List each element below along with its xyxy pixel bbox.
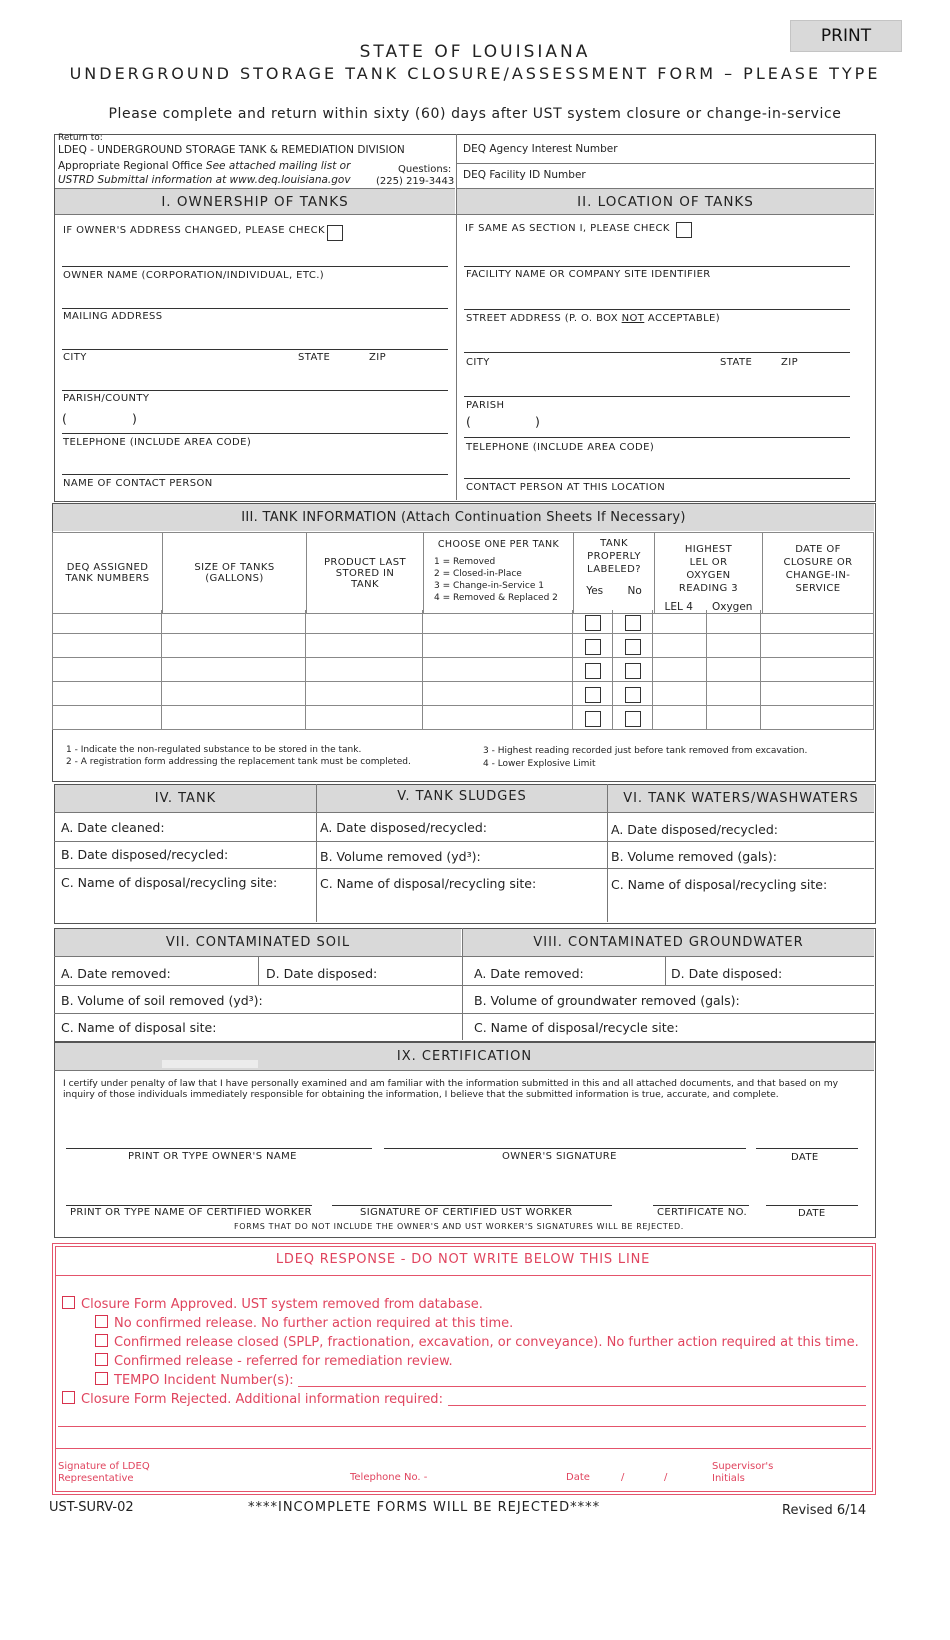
labeled-yes-cell[interactable] [573, 610, 613, 634]
soil-date-removed-field[interactable]: A. Date removed: [61, 966, 171, 981]
groundwater-date-disposed-field[interactable]: D. Date disposed: [671, 966, 783, 981]
section3-title: III. TANK INFORMATION (Attach Continuation Sheets If Necessary) [53, 504, 874, 531]
section9-title: IX. CERTIFICATION [55, 1043, 874, 1070]
soil-volume-field[interactable]: B. Volume of soil removed (yd³): [61, 993, 263, 1008]
facility-name-field[interactable]: FACILITY NAME OR COMPANY SITE IDENTIFIER [466, 269, 711, 280]
same-as-section1-label: IF SAME AS SECTION I, PLEASE CHECK [465, 223, 670, 234]
tank-cell[interactable] [761, 658, 874, 682]
print-button[interactable]: PRINT [790, 20, 902, 52]
ldeq-date-slash-1: / [621, 1472, 625, 1483]
tank-cell[interactable] [761, 610, 874, 634]
tank-table [52, 532, 874, 614]
tank-cell[interactable] [707, 610, 761, 634]
tank-cell[interactable] [653, 658, 707, 682]
revised-date: Revised 6/14 [782, 1503, 867, 1518]
col-choose: CHOOSE ONE PER TANK 1 = Removed 2 = Closed-in-Place 3 = Change-in-Service 1 4 = Removed & Replaced 2 [424, 533, 574, 614]
questions-phone: (225) 219-3443 [376, 176, 455, 187]
labeled-no-checkbox[interactable] [625, 687, 641, 703]
section7-title: VII. CONTAMINATED SOIL [55, 929, 461, 956]
labeled-yes-cell[interactable] [573, 682, 613, 706]
labeled-no-checkbox[interactable] [625, 663, 641, 679]
tank-cell[interactable] [52, 706, 162, 730]
labeled-no-checkbox[interactable] [625, 639, 641, 655]
ldeq-release-closed-checkbox[interactable] [95, 1334, 108, 1347]
tank-date-disposed-field[interactable]: B. Date disposed/recycled: [61, 847, 229, 862]
tank-cell[interactable] [423, 706, 573, 730]
worker-date-field[interactable]: DATE [798, 1208, 826, 1219]
tank-cell[interactable] [707, 706, 761, 730]
labeled-yes-checkbox[interactable] [585, 639, 601, 655]
section5-title: V. TANK SLUDGES [317, 785, 607, 812]
owner-zip-field[interactable]: ZIP [369, 352, 387, 363]
tempo-number-line[interactable] [298, 1386, 866, 1387]
col-date: DATE OF CLOSURE OR CHANGE-IN-SERVICE [763, 533, 874, 614]
ldeq-rejected-checkbox[interactable] [62, 1391, 75, 1404]
ldeq-rep-signature-label[interactable]: Signature of LDEQ Representative [58, 1461, 150, 1484]
tank-cell[interactable] [162, 682, 306, 706]
owner-name-field[interactable]: OWNER NAME (CORPORATION/INDIVIDUAL, ETC.) [63, 270, 325, 281]
form-id: UST-SURV-02 [49, 1500, 134, 1515]
tank-cell[interactable] [423, 658, 573, 682]
tank-cell[interactable] [162, 610, 306, 634]
incomplete-warning: ****INCOMPLETE FORMS WILL BE REJECTED**** [248, 1500, 601, 1515]
section8-title: VIII. CONTAMINATED GROUNDWATER [463, 929, 874, 956]
footnote-2: 2 - A registration form addressing the replacement tank must be completed. [66, 757, 411, 767]
tank-cell[interactable] [306, 658, 423, 682]
facility-id-field[interactable]: DEQ Facility ID Number [463, 169, 586, 181]
labeled-yes-cell[interactable] [573, 658, 613, 682]
same-as-section1-checkbox[interactable] [676, 222, 692, 238]
owner-signature-field[interactable]: OWNER'S SIGNATURE [502, 1151, 617, 1162]
owner-phone-paren-open: ( [62, 411, 67, 426]
labeled-no-cell[interactable] [613, 658, 653, 682]
labeled-yes-checkbox[interactable] [585, 711, 601, 727]
soil-disposal-site-field[interactable]: C. Name of disposal site: [61, 1020, 217, 1035]
sludge-date-disposed-field[interactable]: A. Date disposed/recycled: [320, 820, 487, 835]
water-disposal-site-field[interactable]: C. Name of disposal/recycling site: [611, 877, 828, 892]
tank-cell[interactable] [653, 706, 707, 730]
owner-address-changed-checkbox[interactable] [327, 225, 343, 241]
ldeq-tempo-item[interactable]: TEMPO Incident Number(s): [95, 1372, 294, 1388]
sludge-disposal-site-field[interactable]: C. Name of disposal/recycling site: [320, 876, 537, 891]
location-telephone-field[interactable]: TELEPHONE (INCLUDE AREA CODE) [466, 442, 655, 453]
tank-cell[interactable] [162, 658, 306, 682]
col-product: PRODUCT LAST STORED IN TANK [307, 533, 424, 614]
groundwater-volume-field[interactable]: B. Volume of groundwater removed (gals): [474, 993, 740, 1008]
tank-cell[interactable] [653, 634, 707, 658]
ldeq-telephone-label[interactable]: Telephone No. - [350, 1472, 428, 1483]
tank-cell[interactable] [707, 658, 761, 682]
tank-cell[interactable] [761, 682, 874, 706]
tank-cell[interactable] [306, 610, 423, 634]
owner-telephone-field[interactable]: TELEPHONE (INCLUDE AREA CODE) [63, 437, 252, 448]
rejected-info-line-2[interactable] [58, 1426, 866, 1427]
labeled-no-cell[interactable] [613, 610, 653, 634]
tank-cell[interactable] [423, 634, 573, 658]
footnote-3: 3 - Highest reading recorded just before tank removed from excavation. [483, 746, 808, 756]
ldeq-no-release-item[interactable]: No confirmed release. No further action required at this time. [95, 1315, 513, 1331]
owner-city-field[interactable]: CITY [63, 352, 87, 363]
ldeq-date-label[interactable]: Date [566, 1472, 590, 1483]
tank-cell[interactable] [52, 610, 162, 634]
return-to-line2: Appropriate Regional Office See attached mailing list or [58, 160, 351, 172]
labeled-yes-cell[interactable] [573, 706, 613, 730]
section1-title: I. OWNERSHIP OF TANKS [55, 188, 455, 215]
ldeq-approved-checkbox[interactable] [62, 1296, 75, 1309]
supervisor-initials-label[interactable]: Supervisor's Initials [712, 1461, 774, 1484]
location-city-field[interactable]: CITY [466, 357, 490, 368]
form-title: UNDERGROUND STORAGE TANK CLOSURE/ASSESSMENT FORM – PLEASE TYPE [69, 64, 881, 83]
section6-title: VI. TANK WATERS/WASHWATERS [608, 785, 874, 812]
ldeq-rejected-item[interactable]: Closure Form Rejected. Additional information required: [62, 1391, 443, 1407]
groundwater-date-removed-field[interactable]: A. Date removed: [474, 966, 584, 981]
col-labeled: TANK PROPERLY LABELED? Yes No [574, 533, 655, 614]
labeled-no-cell[interactable] [613, 634, 653, 658]
ldeq-date-slash-2: / [664, 1472, 668, 1483]
labeled-yes-checkbox[interactable] [585, 615, 601, 631]
tank-disposal-site-field[interactable]: C. Name of disposal/recycling site: [61, 875, 278, 890]
tank-cell[interactable] [306, 706, 423, 730]
footnote-1: 1 - Indicate the non-regulated substance to be stored in the tank. [66, 745, 362, 755]
tank-cell[interactable] [52, 682, 162, 706]
signature-warning: FORMS THAT DO NOT INCLUDE THE OWNER'S AND UST WORKER'S SIGNATURES WILL BE REJECTED. [234, 1222, 684, 1231]
location-zip-field[interactable]: ZIP [781, 357, 799, 368]
labeled-yes-checkbox[interactable] [585, 663, 601, 679]
tank-cell[interactable] [761, 706, 874, 730]
tank-cell[interactable] [423, 610, 573, 634]
questions-label: Questions: [398, 164, 452, 175]
form-title-state: STATE OF LOUISIANA [359, 42, 591, 62]
certification-statement: I certify under penalty of law that I have personally examined and am familiar with the information submitted in this and all attached documents, and that based on my inquiry of those individuals immediately responsible for obtaining the information, I believe that the submitted information is true, accurate, and complete. [63, 1078, 839, 1100]
ldeq-tempo-checkbox[interactable] [95, 1372, 108, 1385]
location-contact-field[interactable]: CONTACT PERSON AT THIS LOCATION [466, 482, 666, 493]
owner-printed-name-field[interactable]: PRINT OR TYPE OWNER'S NAME [128, 1151, 297, 1162]
ldeq-release-closed-item[interactable]: Confirmed release closed (SPLP, fractionation, excavation, or conveyance). No further action required at this time. [95, 1334, 859, 1350]
soil-date-disposed-field[interactable]: D. Date disposed: [266, 966, 378, 981]
instruction-text: Please complete and return within sixty (60) days after UST system closure or change-in-service [108, 106, 842, 122]
section2-title: II. LOCATION OF TANKS [457, 188, 874, 215]
owner-contact-field[interactable]: NAME OF CONTACT PERSON [63, 478, 213, 489]
labeled-no-cell[interactable] [613, 706, 653, 730]
section4-title: IV. TANK [55, 785, 316, 812]
ldeq-no-release-checkbox[interactable] [95, 1315, 108, 1328]
location-phone-paren-close: ) [535, 414, 540, 429]
worker-printed-name-field[interactable]: PRINT OR TYPE NAME OF CERTIFIED WORKER [70, 1207, 312, 1218]
owner-address-changed-label: IF OWNER'S ADDRESS CHANGED, PLEASE CHECK [63, 225, 325, 236]
ldeq-response-title: LDEQ RESPONSE - DO NOT WRITE BELOW THIS LINE [275, 1252, 651, 1267]
ldeq-referred-checkbox[interactable] [95, 1353, 108, 1366]
street-address-field[interactable]: STREET ADDRESS (P. O. BOX NOT ACCEPTABLE) [466, 313, 721, 324]
mailing-address-field[interactable]: MAILING ADDRESS [63, 311, 163, 322]
col-tank-numbers: DEQ ASSIGNED TANK NUMBERS [53, 533, 163, 614]
col-reading: HIGHEST LEL OR OXYGEN READING 3 LEL 4 Oxygen [655, 533, 763, 614]
ldeq-approved-item[interactable]: Closure Form Approved. UST system removed from database. [62, 1296, 483, 1312]
tank-cell[interactable] [306, 634, 423, 658]
tank-cell[interactable] [707, 682, 761, 706]
owner-phone-paren-close: ) [132, 411, 137, 426]
certificate-number-field[interactable]: CERTIFICATE NO. [657, 1207, 748, 1218]
ldeq-referred-item[interactable]: Confirmed release - referred for remediation review. [95, 1353, 453, 1369]
tank-cell[interactable] [653, 682, 707, 706]
footnote-4: 4 - Lower Explosive Limit [483, 759, 596, 769]
labeled-no-checkbox[interactable] [625, 711, 641, 727]
agency-interest-field[interactable]: DEQ Agency Interest Number [463, 143, 618, 155]
tank-cell[interactable] [653, 610, 707, 634]
return-to-label: Return to: [58, 133, 103, 143]
tank-cell[interactable] [162, 706, 306, 730]
water-date-disposed-field[interactable]: A. Date disposed/recycled: [611, 822, 778, 837]
labeled-yes-checkbox[interactable] [585, 687, 601, 703]
location-phone-paren-open: ( [466, 414, 471, 429]
tank-cell[interactable] [52, 658, 162, 682]
rejected-info-line-1[interactable] [448, 1405, 866, 1406]
owner-state-field[interactable]: STATE [298, 352, 331, 363]
location-parish-field[interactable]: PARISH [466, 400, 505, 411]
tank-cell[interactable] [162, 634, 306, 658]
col-size: SIZE OF TANKS (GALLONS) [163, 533, 307, 614]
groundwater-disposal-site-field[interactable]: C. Name of disposal/recycle site: [474, 1020, 679, 1035]
tank-cell[interactable] [761, 634, 874, 658]
owner-parish-field[interactable]: PARISH/COUNTY [63, 393, 150, 404]
labeled-no-checkbox[interactable] [625, 615, 641, 631]
labeled-no-cell[interactable] [613, 682, 653, 706]
worker-signature-field[interactable]: SIGNATURE OF CERTIFIED UST WORKER [360, 1207, 573, 1218]
sludge-volume-field[interactable]: B. Volume removed (yd³): [320, 849, 481, 864]
tank-cell[interactable] [707, 634, 761, 658]
tank-cell[interactable] [423, 682, 573, 706]
owner-date-field[interactable]: DATE [791, 1152, 819, 1163]
location-state-field[interactable]: STATE [720, 357, 753, 368]
tank-cell[interactable] [306, 682, 423, 706]
labeled-yes-cell[interactable] [573, 634, 613, 658]
return-to-line1: LDEQ - UNDERGROUND STORAGE TANK & REMEDIATION DIVISION [58, 144, 405, 156]
water-volume-field[interactable]: B. Volume removed (gals): [611, 849, 777, 864]
tank-cell[interactable] [52, 634, 162, 658]
return-to-line3: USTRD Submittal information at www.deq.louisiana.gov [58, 174, 351, 186]
tank-date-cleaned-field[interactable]: A. Date cleaned: [61, 820, 165, 835]
